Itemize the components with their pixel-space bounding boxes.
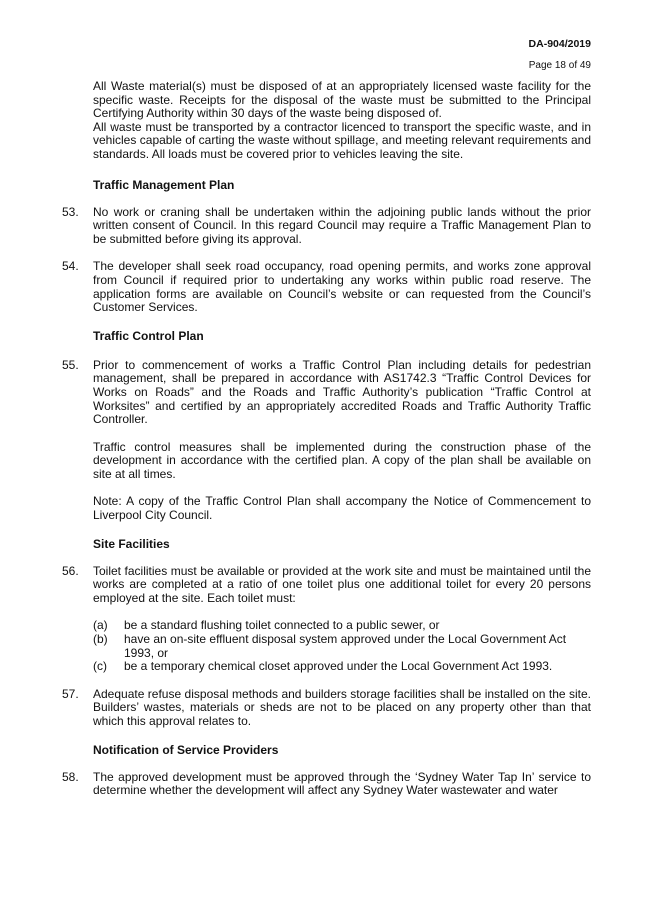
list-item	[62, 633, 591, 660]
condition-57	[62, 688, 591, 729]
condition-54	[62, 260, 591, 314]
document-body	[62, 80, 591, 798]
condition-text: The developer shall seek road occupancy, road opening permits, and works zone approval from Council if required prior to undertaking any works within public road reserve. The application forms are available on Council’s website or can requested from the Council’s Customer Services.	[93, 259, 591, 315]
list-item-text: be a standard flushing toilet connected to a public sewer, or	[124, 618, 440, 633]
list-item-label: (b)	[93, 632, 108, 647]
application-reference: DA-904/2019	[528, 38, 591, 50]
list-item-text: be a temporary chemical closet approved under the Local Government Act 1993.	[124, 659, 553, 674]
list-item-text: have an on-site effluent disposal system approved under the Local Government Act 1993, or	[124, 632, 567, 660]
condition-text: Adequate refuse disposal methods and builders storage facilities shall be installed on the site. Builders’ wastes, materials or sheds are not to be placed on any property other than that which this approval relates to.	[93, 686, 591, 728]
waste-disposal-paragraph: All Waste material(s) must be disposed of at an appropriately licensed waste facility for the specific waste. Receipts for the disposal of the waste must be submitted to the Principal Certifying Authority within 30 days of the waste being disposed of.	[93, 79, 591, 121]
condition-56	[62, 565, 591, 606]
condition-number: 55.	[62, 357, 79, 372]
toilet-requirements-list	[62, 619, 591, 673]
condition-text: No work or craning shall be undertaken within the adjoining public lands without the prior written consent of Council. In this regard Council may require a Traffic Management Plan to be submitted before giving its approval.	[93, 204, 591, 246]
condition-number: 58.	[62, 769, 79, 784]
condition-58	[62, 771, 591, 798]
condition-text: Prior to commencement of works a Traffic Control Plan including details for pedestrian management, shall be prepared in accordance with AS1742.3 “Traffic Control Devices for Works on Roads” and the Roads and Traffic Authority’s publication “Traffic Control at Worksites” and certified by an appropriately accredited Roads and Traffic Authority Traffic Controller.	[93, 357, 591, 427]
list-item-label: (a)	[93, 618, 108, 633]
list-item-label: (c)	[93, 659, 107, 674]
page-number: Page 18 of 49	[528, 60, 591, 71]
heading-notification-of-service-providers: Notification of Service Providers	[93, 742, 279, 757]
condition-text: The approved development must be approved through the ‘Sydney Water Tap In’ service to determine whether the development will affect any Sydney Water wastewater and water	[93, 769, 591, 798]
heading-traffic-control-plan: Traffic Control Plan	[93, 328, 204, 343]
heading-site-facilities: Site Facilities	[93, 536, 170, 551]
condition-53	[62, 206, 591, 247]
list-item	[62, 660, 591, 674]
waste-transport-paragraph: All waste must be transported by a contractor licenced to transport the specific waste, and in vehicles capable of carting the waste without spillage, and meeting relevant requirements and standards. All loads must be covered prior to vehicles leaving the site.	[93, 119, 591, 161]
condition-number: 57.	[62, 686, 79, 701]
condition-number: 54.	[62, 259, 79, 274]
traffic-control-note: Note: A copy of the Traffic Control Plan shall accompany the Notice of Commencement to Liverpool City Council.	[93, 494, 591, 523]
list-item	[62, 619, 591, 633]
condition-55	[62, 359, 591, 427]
condition-text: Toilet facilities must be available or provided at the work site and must be maintained until the works are completed at a ratio of one toilet plus one additional toilet for every 20 persons employed at the site. Each toilet must:	[93, 563, 591, 605]
condition-number: 56.	[62, 563, 79, 578]
traffic-control-measures-paragraph: Traffic control measures shall be implemented during the construction phase of the development in accordance with the certified plan. A copy of the plan shall be available on site at all times.	[93, 439, 591, 481]
condition-number: 53.	[62, 204, 79, 219]
heading-traffic-management-plan: Traffic Management Plan	[93, 177, 235, 192]
